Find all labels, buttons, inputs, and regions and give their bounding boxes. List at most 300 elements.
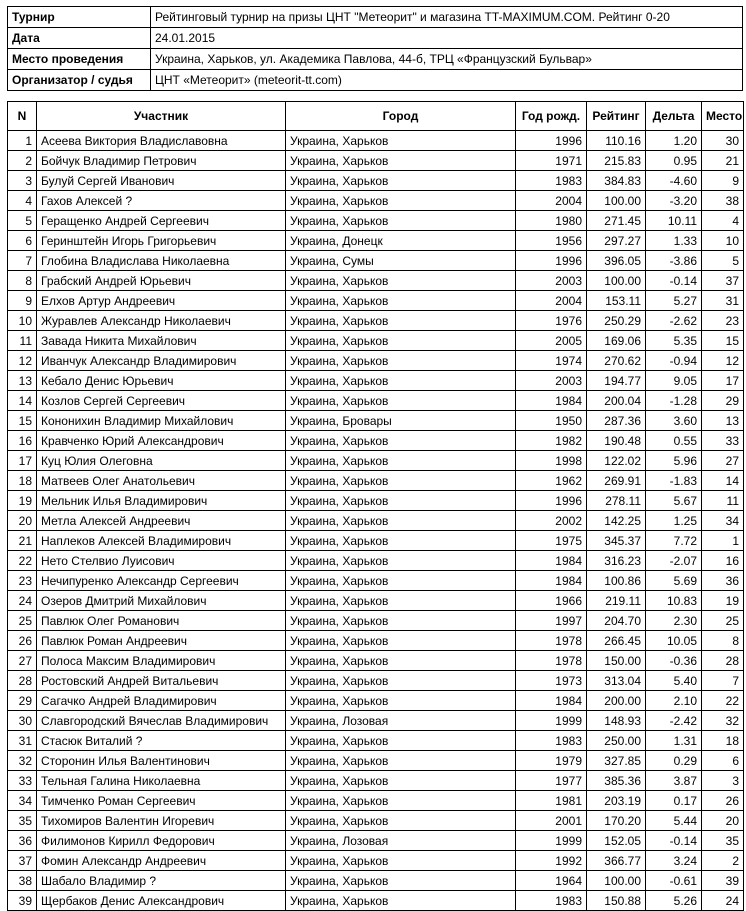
place-cell: 17 xyxy=(702,371,744,391)
delta-cell: 9.05 xyxy=(646,371,702,391)
rating-cell: 269.91 xyxy=(587,471,646,491)
rating-cell: 100.00 xyxy=(587,271,646,291)
city-cell: Украина, Харьков xyxy=(286,471,516,491)
delta-cell: -1.83 xyxy=(646,471,702,491)
number-cell: 15 xyxy=(8,411,37,431)
place-cell: 6 xyxy=(702,751,744,771)
participant-cell: Полоса Максим Владимирович xyxy=(37,651,286,671)
participant-cell: Шабало Владимир ? xyxy=(37,871,286,891)
delta-cell: 5.69 xyxy=(646,571,702,591)
rating-cell: 169.06 xyxy=(587,331,646,351)
city-cell: Украина, Харьков xyxy=(286,391,516,411)
table-row xyxy=(8,311,744,331)
city-cell: Украина, Харьков xyxy=(286,511,516,531)
birth-year-cell: 1974 xyxy=(516,351,587,371)
city-cell: Украина, Харьков xyxy=(286,331,516,351)
participant-cell: Озеров Дмитрий Михайлович xyxy=(37,591,286,611)
rating-cell: 100.00 xyxy=(587,871,646,891)
city-cell: Украина, Харьков xyxy=(286,131,516,151)
table-row xyxy=(8,451,744,471)
rating-cell: 204.70 xyxy=(587,611,646,631)
participant-cell: Кононихин Владимир Михайлович xyxy=(37,411,286,431)
birth-year-cell: 1981 xyxy=(516,791,587,811)
table-row xyxy=(8,831,744,851)
col-header-place: Место xyxy=(702,102,744,131)
birth-year-cell: 1999 xyxy=(516,711,587,731)
birth-year-cell: 1997 xyxy=(516,611,587,631)
number-cell: 21 xyxy=(8,531,37,551)
delta-cell: 1.25 xyxy=(646,511,702,531)
table-row xyxy=(8,391,744,411)
results-header-row xyxy=(8,102,744,131)
delta-cell: 0.29 xyxy=(646,751,702,771)
number-cell: 39 xyxy=(8,891,37,911)
birth-year-cell: 1956 xyxy=(516,231,587,251)
city-cell: Украина, Харьков xyxy=(286,611,516,631)
number-cell: 25 xyxy=(8,611,37,631)
birth-year-cell: 1980 xyxy=(516,211,587,231)
participant-cell: Булуй Сергей Иванович xyxy=(37,171,286,191)
birth-year-cell: 1983 xyxy=(516,891,587,911)
participant-cell: Гахов Алексей ? xyxy=(37,191,286,211)
birth-year-cell: 1978 xyxy=(516,631,587,651)
city-cell: Украина, Харьков xyxy=(286,751,516,771)
number-cell: 28 xyxy=(8,671,37,691)
date-label: Дата xyxy=(8,28,151,49)
participant-cell: Геринштейн Игорь Григорьевич xyxy=(37,231,286,251)
participant-cell: Мельник Илья Владимирович xyxy=(37,491,286,511)
birth-year-cell: 1996 xyxy=(516,131,587,151)
birth-year-cell: 2005 xyxy=(516,331,587,351)
table-row xyxy=(8,271,744,291)
city-cell: Украина, Харьков xyxy=(286,691,516,711)
place-cell: 30 xyxy=(702,131,744,151)
birth-year-cell: 1984 xyxy=(516,551,587,571)
tournament-info-table xyxy=(7,6,743,91)
table-row xyxy=(8,231,744,251)
delta-cell: 7.72 xyxy=(646,531,702,551)
participant-cell: Елхов Артур Андреевич xyxy=(37,291,286,311)
results-body xyxy=(8,131,744,911)
place-cell: 21 xyxy=(702,151,744,171)
table-row xyxy=(8,631,744,651)
place-cell: 22 xyxy=(702,691,744,711)
city-cell: Украина, Харьков xyxy=(286,851,516,871)
place-cell: 4 xyxy=(702,211,744,231)
table-row xyxy=(8,791,744,811)
rating-cell: 384.83 xyxy=(587,171,646,191)
number-cell: 20 xyxy=(8,511,37,531)
number-cell: 31 xyxy=(8,731,37,751)
birth-year-cell: 2004 xyxy=(516,191,587,211)
table-row xyxy=(8,491,744,511)
table-row xyxy=(8,771,744,791)
place-cell: 11 xyxy=(702,491,744,511)
place-cell: 9 xyxy=(702,171,744,191)
date-value: 24.01.2015 xyxy=(151,28,743,49)
city-cell: Украина, Харьков xyxy=(286,271,516,291)
participant-cell: Иванчук Александр Владимирович xyxy=(37,351,286,371)
place-cell: 12 xyxy=(702,351,744,371)
table-row xyxy=(8,571,744,591)
table-row xyxy=(8,651,744,671)
delta-cell: -0.14 xyxy=(646,271,702,291)
table-row xyxy=(8,591,744,611)
participant-cell: Фомин Александр Андреевич xyxy=(37,851,286,871)
info-row-tournament xyxy=(8,7,743,28)
delta-cell: 2.10 xyxy=(646,691,702,711)
number-cell: 32 xyxy=(8,751,37,771)
participant-cell: Куц Юлия Олеговна xyxy=(37,451,286,471)
birth-year-cell: 2003 xyxy=(516,371,587,391)
number-cell: 36 xyxy=(8,831,37,851)
info-row-organizer xyxy=(8,70,743,91)
rating-cell: 287.36 xyxy=(587,411,646,431)
delta-cell: 5.27 xyxy=(646,291,702,311)
city-cell: Украина, Лозовая xyxy=(286,831,516,851)
participant-cell: Нето Стелвио Луисович xyxy=(37,551,286,571)
participant-cell: Сторонин Илья Валентинович xyxy=(37,751,286,771)
rating-cell: 327.85 xyxy=(587,751,646,771)
city-cell: Украина, Харьков xyxy=(286,551,516,571)
venue-label: Место проведения xyxy=(8,49,151,70)
table-row xyxy=(8,851,744,871)
birth-year-cell: 1984 xyxy=(516,391,587,411)
number-cell: 4 xyxy=(8,191,37,211)
city-cell: Украина, Донецк xyxy=(286,231,516,251)
number-cell: 6 xyxy=(8,231,37,251)
number-cell: 22 xyxy=(8,551,37,571)
rating-cell: 150.88 xyxy=(587,891,646,911)
place-cell: 32 xyxy=(702,711,744,731)
rating-cell: 345.37 xyxy=(587,531,646,551)
place-cell: 28 xyxy=(702,651,744,671)
birth-year-cell: 1996 xyxy=(516,251,587,271)
city-cell: Украина, Харьков xyxy=(286,451,516,471)
table-row xyxy=(8,751,744,771)
birth-year-cell: 1984 xyxy=(516,691,587,711)
rating-cell: 219.11 xyxy=(587,591,646,611)
city-cell: Украина, Харьков xyxy=(286,651,516,671)
col-header-delta: Дельта xyxy=(646,102,702,131)
city-cell: Украина, Харьков xyxy=(286,531,516,551)
place-cell: 26 xyxy=(702,791,744,811)
participant-cell: Наплеков Алексей Владимирович xyxy=(37,531,286,551)
place-cell: 35 xyxy=(702,831,744,851)
delta-cell: -0.14 xyxy=(646,831,702,851)
place-cell: 19 xyxy=(702,591,744,611)
birth-year-cell: 2003 xyxy=(516,271,587,291)
table-row xyxy=(8,711,744,731)
birth-year-cell: 1977 xyxy=(516,771,587,791)
place-cell: 2 xyxy=(702,851,744,871)
number-cell: 33 xyxy=(8,771,37,791)
place-cell: 10 xyxy=(702,231,744,251)
rating-cell: 122.02 xyxy=(587,451,646,471)
place-cell: 1 xyxy=(702,531,744,551)
participant-cell: Павлюк Олег Романович xyxy=(37,611,286,631)
place-cell: 34 xyxy=(702,511,744,531)
birth-year-cell: 1950 xyxy=(516,411,587,431)
city-cell: Украина, Харьков xyxy=(286,791,516,811)
birth-year-cell: 1996 xyxy=(516,491,587,511)
city-cell: Украина, Харьков xyxy=(286,291,516,311)
city-cell: Украина, Харьков xyxy=(286,431,516,451)
number-cell: 30 xyxy=(8,711,37,731)
rating-cell: 200.04 xyxy=(587,391,646,411)
participant-cell: Метла Алексей Андреевич xyxy=(37,511,286,531)
place-cell: 25 xyxy=(702,611,744,631)
rating-cell: 190.48 xyxy=(587,431,646,451)
col-header-number: N xyxy=(8,102,37,131)
participant-cell: Славгородский Вячеслав Владимирович xyxy=(37,711,286,731)
place-cell: 24 xyxy=(702,891,744,911)
delta-cell: -0.36 xyxy=(646,651,702,671)
place-cell: 15 xyxy=(702,331,744,351)
city-cell: Украина, Харьков xyxy=(286,311,516,331)
birth-year-cell: 1962 xyxy=(516,471,587,491)
place-cell: 38 xyxy=(702,191,744,211)
number-cell: 34 xyxy=(8,791,37,811)
participant-cell: Глобина Владислава Николаевна xyxy=(37,251,286,271)
city-cell: Украина, Харьков xyxy=(286,591,516,611)
place-cell: 27 xyxy=(702,451,744,471)
rating-cell: 110.16 xyxy=(587,131,646,151)
birth-year-cell: 1964 xyxy=(516,871,587,891)
delta-cell: 0.17 xyxy=(646,791,702,811)
number-cell: 24 xyxy=(8,591,37,611)
rating-cell: 385.36 xyxy=(587,771,646,791)
number-cell: 26 xyxy=(8,631,37,651)
col-header-city: Город xyxy=(286,102,516,131)
birth-year-cell: 1975 xyxy=(516,531,587,551)
participant-cell: Журавлев Александр Николаевич xyxy=(37,311,286,331)
delta-cell: 3.60 xyxy=(646,411,702,431)
rating-cell: 250.00 xyxy=(587,731,646,751)
table-row xyxy=(8,671,744,691)
number-cell: 38 xyxy=(8,871,37,891)
results-table xyxy=(7,101,744,911)
birth-year-cell: 1984 xyxy=(516,571,587,591)
table-row xyxy=(8,691,744,711)
birth-year-cell: 1973 xyxy=(516,671,587,691)
city-cell: Украина, Харьков xyxy=(286,771,516,791)
number-cell: 9 xyxy=(8,291,37,311)
birth-year-cell: 1979 xyxy=(516,751,587,771)
table-row xyxy=(8,811,744,831)
delta-cell: -0.94 xyxy=(646,351,702,371)
place-cell: 13 xyxy=(702,411,744,431)
delta-cell: 5.44 xyxy=(646,811,702,831)
table-row xyxy=(8,171,744,191)
place-cell: 36 xyxy=(702,571,744,591)
organizer-label: Организатор / судья xyxy=(8,70,151,91)
rating-cell: 278.11 xyxy=(587,491,646,511)
rating-cell: 100.00 xyxy=(587,191,646,211)
participant-cell: Сагачко Андрей Владимирович xyxy=(37,691,286,711)
table-row xyxy=(8,331,744,351)
city-cell: Украина, Харьков xyxy=(286,671,516,691)
place-cell: 37 xyxy=(702,271,744,291)
participant-cell: Щербаков Денис Александрович xyxy=(37,891,286,911)
participant-cell: Козлов Сергей Сергеевич xyxy=(37,391,286,411)
rating-cell: 194.77 xyxy=(587,371,646,391)
rating-cell: 142.25 xyxy=(587,511,646,531)
city-cell: Украина, Харьков xyxy=(286,631,516,651)
table-row xyxy=(8,551,744,571)
delta-cell: 1.20 xyxy=(646,131,702,151)
table-row xyxy=(8,891,744,911)
participant-cell: Тимченко Роман Сергеевич xyxy=(37,791,286,811)
city-cell: Украина, Харьков xyxy=(286,811,516,831)
delta-cell: 5.67 xyxy=(646,491,702,511)
rating-cell: 297.27 xyxy=(587,231,646,251)
delta-cell: 10.83 xyxy=(646,591,702,611)
place-cell: 33 xyxy=(702,431,744,451)
table-row xyxy=(8,611,744,631)
city-cell: Украина, Харьков xyxy=(286,211,516,231)
city-cell: Украина, Бровары xyxy=(286,411,516,431)
number-cell: 23 xyxy=(8,571,37,591)
birth-year-cell: 1999 xyxy=(516,831,587,851)
place-cell: 18 xyxy=(702,731,744,751)
delta-cell: 3.24 xyxy=(646,851,702,871)
rating-cell: 271.45 xyxy=(587,211,646,231)
rating-cell: 215.83 xyxy=(587,151,646,171)
birth-year-cell: 1978 xyxy=(516,651,587,671)
table-row xyxy=(8,351,744,371)
info-row-venue xyxy=(8,49,743,70)
city-cell: Украина, Харьков xyxy=(286,891,516,911)
city-cell: Украина, Харьков xyxy=(286,191,516,211)
rating-cell: 153.11 xyxy=(587,291,646,311)
number-cell: 2 xyxy=(8,151,37,171)
table-row xyxy=(8,211,744,231)
number-cell: 1 xyxy=(8,131,37,151)
birth-year-cell: 2002 xyxy=(516,511,587,531)
number-cell: 17 xyxy=(8,451,37,471)
city-cell: Украина, Харьков xyxy=(286,871,516,891)
number-cell: 11 xyxy=(8,331,37,351)
table-row xyxy=(8,131,744,151)
rating-cell: 396.05 xyxy=(587,251,646,271)
delta-cell: -2.42 xyxy=(646,711,702,731)
place-cell: 29 xyxy=(702,391,744,411)
city-cell: Украина, Харьков xyxy=(286,371,516,391)
rating-cell: 150.00 xyxy=(587,651,646,671)
city-cell: Украина, Харьков xyxy=(286,351,516,371)
participant-cell: Кравченко Юрий Александрович xyxy=(37,431,286,451)
participant-cell: Асеева Виктория Владиславовна xyxy=(37,131,286,151)
delta-cell: 5.26 xyxy=(646,891,702,911)
table-row xyxy=(8,871,744,891)
delta-cell: 10.05 xyxy=(646,631,702,651)
place-cell: 23 xyxy=(702,311,744,331)
rating-cell: 270.62 xyxy=(587,351,646,371)
participant-cell: Павлюк Роман Андреевич xyxy=(37,631,286,651)
number-cell: 35 xyxy=(8,811,37,831)
delta-cell: -3.20 xyxy=(646,191,702,211)
birth-year-cell: 2001 xyxy=(516,811,587,831)
delta-cell: 10.11 xyxy=(646,211,702,231)
rating-cell: 100.86 xyxy=(587,571,646,591)
delta-cell: -1.28 xyxy=(646,391,702,411)
birth-year-cell: 1998 xyxy=(516,451,587,471)
birth-year-cell: 1971 xyxy=(516,151,587,171)
city-cell: Украина, Харьков xyxy=(286,151,516,171)
col-header-birth-year: Год рожд. xyxy=(516,102,587,131)
number-cell: 16 xyxy=(8,431,37,451)
participant-cell: Нечипуренко Александр Сергеевич xyxy=(37,571,286,591)
city-cell: Украина, Сумы xyxy=(286,251,516,271)
city-cell: Украина, Харьков xyxy=(286,571,516,591)
rating-cell: 152.05 xyxy=(587,831,646,851)
table-row xyxy=(8,371,744,391)
place-cell: 3 xyxy=(702,771,744,791)
col-header-participant: Участник xyxy=(37,102,286,131)
delta-cell: -2.62 xyxy=(646,311,702,331)
rating-cell: 313.04 xyxy=(587,671,646,691)
rating-cell: 250.29 xyxy=(587,311,646,331)
number-cell: 37 xyxy=(8,851,37,871)
delta-cell: 0.55 xyxy=(646,431,702,451)
participant-cell: Геращенко Андрей Сергеевич xyxy=(37,211,286,231)
participant-cell: Кебало Денис Юрьевич xyxy=(37,371,286,391)
table-row xyxy=(8,191,744,211)
birth-year-cell: 1983 xyxy=(516,171,587,191)
birth-year-cell: 1992 xyxy=(516,851,587,871)
participant-cell: Филимонов Кирилл Федорович xyxy=(37,831,286,851)
participant-cell: Матвеев Олег Анатольевич xyxy=(37,471,286,491)
table-row xyxy=(8,251,744,271)
rating-cell: 200.00 xyxy=(587,691,646,711)
info-row-date xyxy=(8,28,743,49)
rating-cell: 316.23 xyxy=(587,551,646,571)
number-cell: 10 xyxy=(8,311,37,331)
delta-cell: -3.86 xyxy=(646,251,702,271)
birth-year-cell: 1966 xyxy=(516,591,587,611)
delta-cell: 5.96 xyxy=(646,451,702,471)
table-row xyxy=(8,431,744,451)
number-cell: 12 xyxy=(8,351,37,371)
number-cell: 29 xyxy=(8,691,37,711)
table-row xyxy=(8,291,744,311)
tournament-label: Турнир xyxy=(8,7,151,28)
place-cell: 8 xyxy=(702,631,744,651)
participant-cell: Ростовский Андрей Витальевич xyxy=(37,671,286,691)
birth-year-cell: 1982 xyxy=(516,431,587,451)
city-cell: Украина, Харьков xyxy=(286,491,516,511)
participant-cell: Бойчук Владимир Петрович xyxy=(37,151,286,171)
tournament-value: Рейтинговый турнир на призы ЦНТ "Метеорит" и магазина TT-MAXIMUM.COM. Рейтинг 0-20 xyxy=(151,7,743,28)
table-row xyxy=(8,411,744,431)
number-cell: 5 xyxy=(8,211,37,231)
place-cell: 20 xyxy=(702,811,744,831)
place-cell: 16 xyxy=(702,551,744,571)
number-cell: 3 xyxy=(8,171,37,191)
delta-cell: 5.40 xyxy=(646,671,702,691)
birth-year-cell: 1983 xyxy=(516,731,587,751)
delta-cell: 5.35 xyxy=(646,331,702,351)
delta-cell: -0.61 xyxy=(646,871,702,891)
number-cell: 7 xyxy=(8,251,37,271)
table-row xyxy=(8,151,744,171)
venue-value: Украина, Харьков, ул. Академика Павлова, 44-б, ТРЦ «Французский Бульвар» xyxy=(151,49,743,70)
participant-cell: Грабский Андрей Юрьевич xyxy=(37,271,286,291)
table-row xyxy=(8,731,744,751)
rating-cell: 170.20 xyxy=(587,811,646,831)
birth-year-cell: 2004 xyxy=(516,291,587,311)
